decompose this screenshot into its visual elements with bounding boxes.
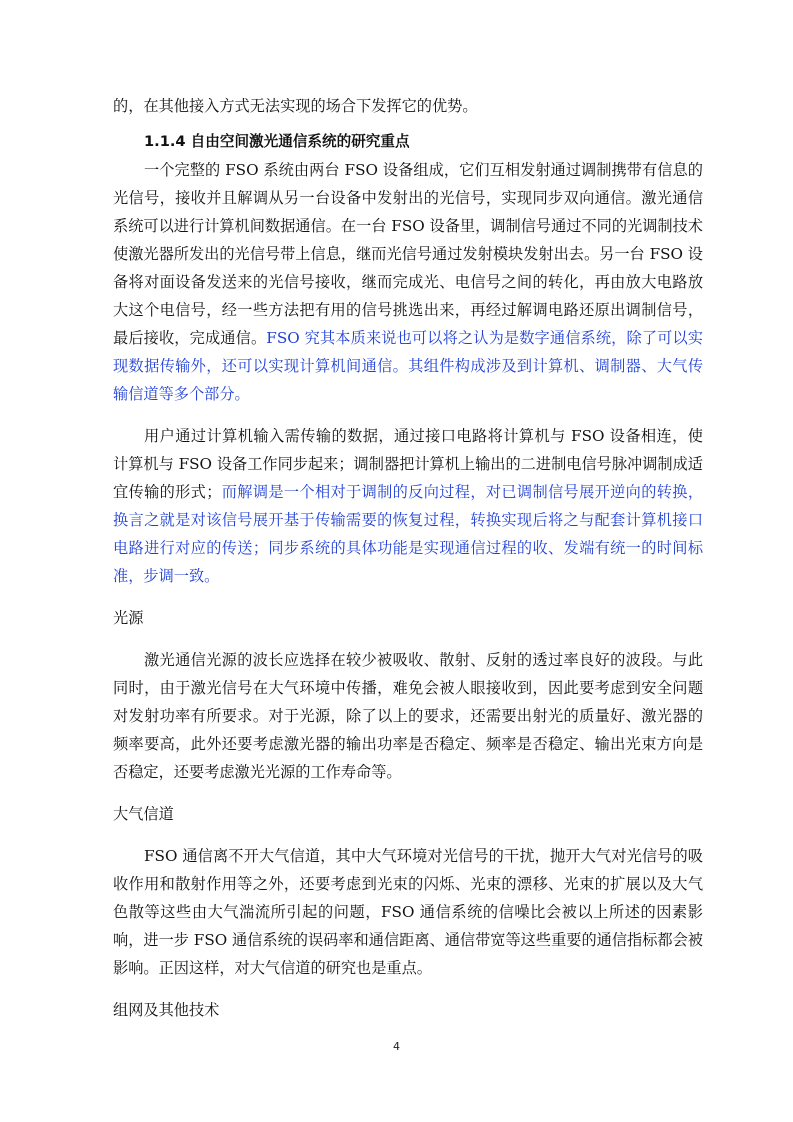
section-number: 1.1.4 bbox=[144, 133, 186, 150]
page-number: 4 bbox=[393, 1040, 400, 1053]
section-heading bbox=[113, 128, 703, 156]
subheading-atmospheric-channel: 大气信道 bbox=[113, 805, 174, 823]
paragraph-user-data-highlight: 而解调是一个相对于调制的反向过程，对已调制信号展开逆向的转换，换言之就是对该信号展开基于传输需要的恢复过程，转换实现后将之与配套计算机接口电路进行对应的传送；同步系统的具体功能是实现通信过程的收、发端有统一的时间标准，步调一致。 bbox=[113, 483, 704, 585]
paragraph-light-source: 激光通信光源的波长应选择在较少被吸收、散射、反射的透过率良好的波段。与此同时，由于激光信号在大气环境中传播，难免会被人眼接收到，因此要考虑到安全问题对发射功率有所要求。对于光源，除了以上的要求，还需要出射光的质量好、激光器的频率要高，此外还要考虑激光器的输出功率是否稳定、频率是否稳定、输出光束方向是否稳定，还要考虑激光光源的工作寿命等。 bbox=[113, 651, 703, 781]
page-body bbox=[113, 92, 703, 1024]
intro-tail-paragraph: 的，在其他接入方式无法实现的场合下发挥它的优势。 bbox=[113, 97, 478, 115]
paragraph-fso-system-highlight: FSO 究其本质来说也可以将之认为是数字通信系统，除了可以实现数据传输外，还可以实现计算机间通信。其组件构成涉及到计算机、调制器、大气传输信道等多个部分。 bbox=[113, 329, 703, 403]
paragraph-user-data bbox=[113, 422, 703, 590]
paragraph-fso-system-text: 一个完整的 FSO 系统由两台 FSO 设备组成，它们互相发射通过调制携带有信息的光信号，接收并且解调从另一台设备中发射出的光信号，实现同步双向通信。激光通信系统可以进行计算机间数据通信。在一台 FSO 设备里，调制信号通过不同的光调制技术使激光器所发出的光信号带上信息，继而光信号通过发射模块发射出去。另一台 FSO 设备将对面设备发送来的光信号接收，继而完成光、电信号之间的转化，再由放大电路放大这个电信号，经一些方法把有用的信号挑选出来，再经过解调电路还原出调制信号，最后接收，完成通信。 bbox=[113, 161, 703, 347]
paragraph-fso-system bbox=[113, 156, 703, 408]
paragraph-atmospheric-channel: FSO 通信离不开大气信道，其中大气环境对光信号的干扰，抛开大气对光信号的吸收作用和散射作用等之外，还要考虑到光束的闪烁、光束的漂移、光束的扩展以及大气色散等这些由大气湍流所引起的问题，FSO 通信系统的信噪比会被以上所述的因素影响，进一步 FSO 通信系统的误码率和通信距离、通信带宽等这些重要的通信指标都会被影响。正因这样，对大气信道的研究也是重点。 bbox=[113, 847, 703, 977]
subheading-light-source: 光源 bbox=[113, 609, 144, 627]
subheading-networking: 组网及其他技术 bbox=[113, 1001, 220, 1019]
paragraph-user-data-text: 用户通过计算机输入需传输的数据，通过接口电路将计算机与 FSO 设备相连，使计算机与 FSO 设备工作同步起来；调制器把计算机上输出的二进制电信号脉冲调制成适宜传输的形式； bbox=[113, 427, 703, 501]
section-title: 自由空间激光通信系统的研究重点 bbox=[190, 133, 410, 150]
